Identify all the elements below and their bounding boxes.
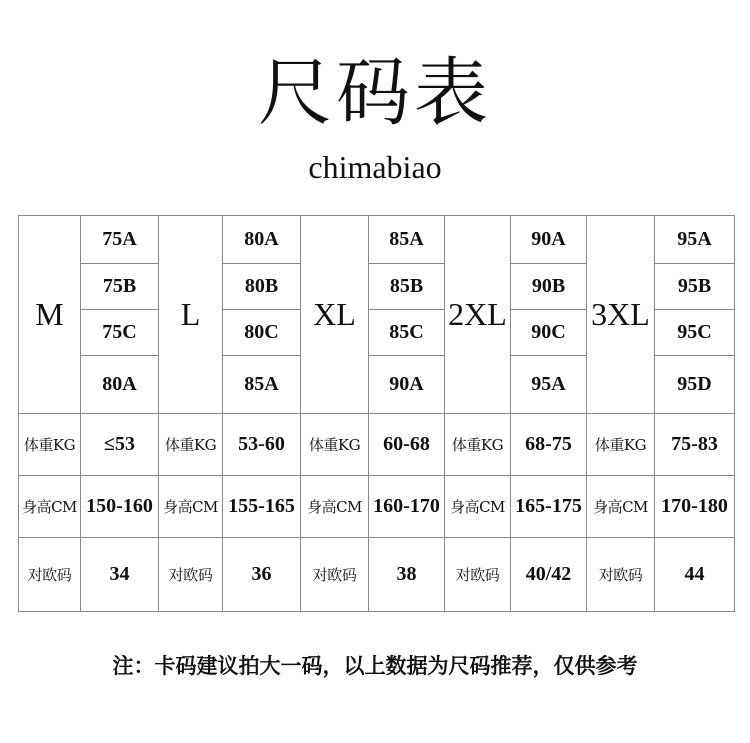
- height-label: 身高CM: [445, 476, 511, 538]
- weight-value: 75-83: [655, 414, 735, 476]
- weight-label: 体重KG: [159, 414, 223, 476]
- eu-label: 对欧码: [445, 538, 511, 612]
- size-name-2xl: 2XL: [445, 216, 511, 414]
- cup-cell: 95A: [511, 356, 587, 414]
- cup-cell: 90B: [511, 264, 587, 310]
- weight-label: 体重KG: [19, 414, 81, 476]
- weight-value: 68-75: [511, 414, 587, 476]
- eu-value: 34: [81, 538, 159, 612]
- page-title: 尺码表: [258, 50, 492, 136]
- eu-label: 对欧码: [159, 538, 223, 612]
- table-row-eu: [19, 538, 735, 612]
- eu-value: 38: [369, 538, 445, 612]
- cup-cell: 85A: [369, 216, 445, 264]
- table-row-weight: [19, 414, 735, 476]
- eu-label: 对欧码: [301, 538, 369, 612]
- cup-cell: 90A: [369, 356, 445, 414]
- weight-label: 体重KG: [587, 414, 655, 476]
- cup-cell: 95A: [655, 216, 735, 264]
- size-name-3xl: 3XL: [587, 216, 655, 414]
- cup-cell: 80A: [223, 216, 301, 264]
- height-label: 身高CM: [19, 476, 81, 538]
- size-name-l: L: [159, 216, 223, 414]
- cup-cell: 90C: [511, 310, 587, 356]
- cup-cell: 75C: [81, 310, 159, 356]
- cup-cell: 80A: [81, 356, 159, 414]
- height-label: 身高CM: [587, 476, 655, 538]
- weight-value: ≤53: [81, 414, 159, 476]
- height-value: 155-165: [223, 476, 301, 538]
- height-value: 170-180: [655, 476, 735, 538]
- table-row-height: [19, 476, 735, 538]
- weight-label: 体重KG: [301, 414, 369, 476]
- footnote: 注：卡码建议拍大一码，以上数据为尺码推荐，仅供参考: [112, 654, 638, 678]
- cup-cell: 85B: [369, 264, 445, 310]
- size-name-m: M: [19, 216, 81, 414]
- cup-cell: 75A: [81, 216, 159, 264]
- cup-cell: 80C: [223, 310, 301, 356]
- cup-cell: 80B: [223, 264, 301, 310]
- height-value: 150-160: [81, 476, 159, 538]
- size-name-xl: XL: [301, 216, 369, 414]
- cup-cell: 75B: [81, 264, 159, 310]
- table-row: [19, 216, 735, 264]
- cup-cell: 85C: [369, 310, 445, 356]
- height-value: 165-175: [511, 476, 587, 538]
- cup-cell: 90A: [511, 216, 587, 264]
- eu-label: 对欧码: [19, 538, 81, 612]
- cup-cell: 95B: [655, 264, 735, 310]
- height-label: 身高CM: [159, 476, 223, 538]
- cup-cell: 95C: [655, 310, 735, 356]
- size-table: [18, 215, 735, 612]
- eu-value: 40/42: [511, 538, 587, 612]
- page-subtitle: chimabiao: [308, 149, 442, 185]
- cup-cell: 95D: [655, 356, 735, 414]
- eu-label: 对欧码: [587, 538, 655, 612]
- height-label: 身高CM: [301, 476, 369, 538]
- cup-cell: 85A: [223, 356, 301, 414]
- weight-label: 体重KG: [445, 414, 511, 476]
- height-value: 160-170: [369, 476, 445, 538]
- weight-value: 53-60: [223, 414, 301, 476]
- eu-value: 36: [223, 538, 301, 612]
- eu-value: 44: [655, 538, 735, 612]
- weight-value: 60-68: [369, 414, 445, 476]
